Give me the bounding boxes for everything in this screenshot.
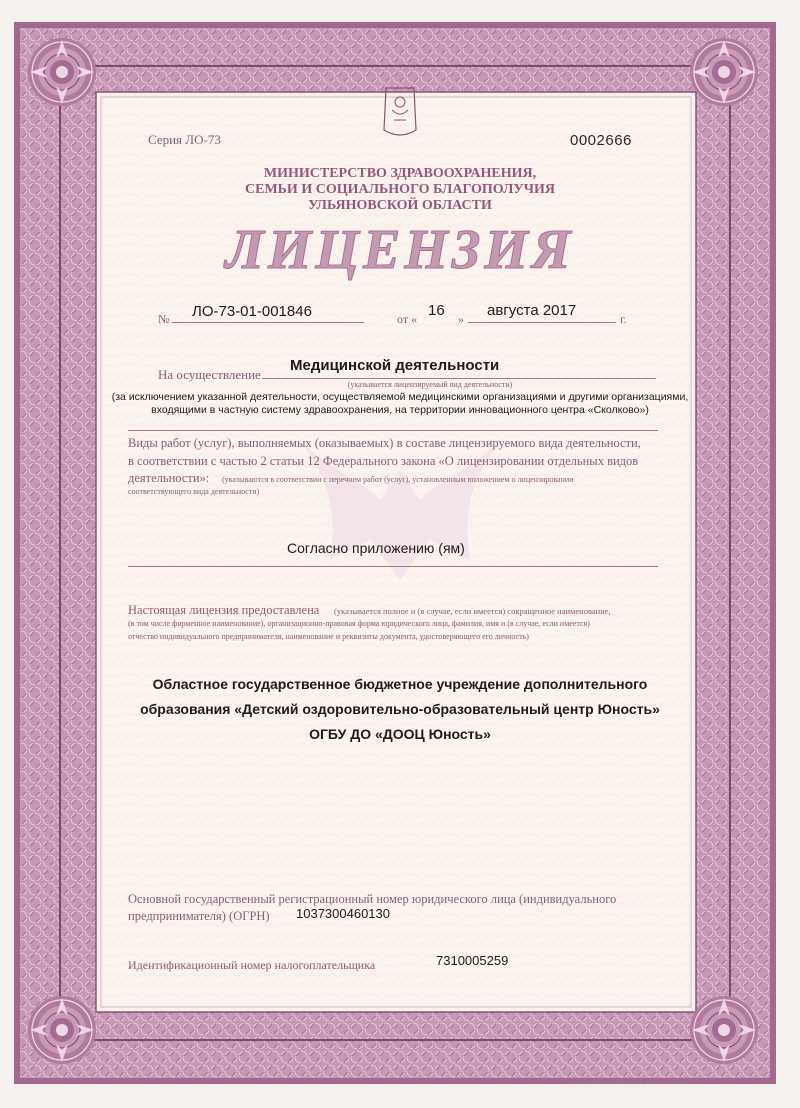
licensee-hint-2: (в том числе фирменное наименование), организационно-правовая форма юридического лица, фамилия, имя и (в случае, если имеется) — [128, 619, 590, 628]
printer-imprint: ООО «ВЕРЖЕ», г. КРАСНОЯРСК, 2017 г., «ТОВ» Б. — [566, 1080, 686, 1086]
activity-hint: (указывается лицензируемый вид деятельности) — [347, 380, 513, 389]
ogrn-value: 1037300460130 — [296, 906, 390, 921]
licensee-hint-1: (указывается полное и (в случае, если имеется) сокращенное наименование, — [334, 606, 611, 616]
license-month-year: августа 2017 — [487, 302, 577, 319]
licensee-hint-3: отчество индивидуального предпринимателя, наименование и реквизиты документа, удостоверяющего его личность) — [128, 632, 529, 641]
license-number-underline — [172, 322, 364, 323]
licensee-intro: Настоящая лицензия предоставлена — [128, 603, 320, 617]
year-suffix: г. — [620, 312, 627, 326]
date-from-label: от « — [397, 312, 418, 326]
document-title: ЛИЦЕНЗИЯ — [225, 219, 575, 281]
works-separator-line — [128, 430, 658, 431]
date-quote-close: » — [458, 312, 464, 326]
works-line-1: Виды работ (услуг), выполняемых (оказываемых) в составе лицензируемого вида деятельности, — [128, 436, 641, 450]
ogrn-label-line-1: Основной государственный регистрационный номер юридического лица (индивидуального — [128, 892, 617, 906]
ogrn-label-line-2: предпринимателя) (ОГРН) — [128, 909, 270, 923]
activity-underline — [262, 378, 656, 379]
number-label: № — [158, 312, 170, 326]
activity-note-line-1: (за исключением указанной деятельности, осуществляемой медицинскими организациями и другими организациями, — [111, 391, 689, 403]
issuer-line-1: МИНИСТЕРСТВО ЗДРАВООХРАНЕНИЯ, — [263, 166, 537, 181]
works-line-3: деятельности»: — [128, 471, 210, 485]
license-number: ЛО-73-01-001846 — [192, 303, 312, 320]
inn-value: 7310005259 — [436, 953, 509, 968]
activity-value: Медицинской деятельности — [290, 357, 500, 374]
licensee-name-line-2: образования «Детский оздоровительно-образовательный центр Юность» — [140, 701, 660, 717]
activity-label: На осуществление — [158, 367, 261, 382]
issuer-line-3: УЛЬЯНОВСКОЙ ОБЛАСТИ — [308, 198, 492, 213]
works-value: Согласно приложению (ям) — [287, 540, 465, 556]
licensee-name-line-1: Областное государственное бюджетное учреждение дополнительного — [152, 676, 648, 692]
license-day: 16 — [428, 302, 445, 319]
works-line-2: в соответствии с частью 2 статьи 12 Федерального закона «О лицензировании отдельных видов — [128, 454, 639, 468]
works-bottom-line — [128, 566, 658, 567]
license-date-underline — [468, 322, 616, 323]
series-label: Серия ЛО-73 — [148, 132, 221, 147]
works-hint-1: (указываются в соответствии с перечнем работ (услуг), установленным положением о лицензировании — [222, 475, 574, 484]
inn-label: Идентификационный номер налогоплательщика — [128, 958, 376, 972]
works-hint-2: соответствующего вида деятельности) — [128, 487, 260, 496]
licensee-short-name: ОГБУ ДО «ДООЦ Юность» — [309, 726, 491, 742]
activity-note-line-2: входящими в частную систему здравоохранения, на территории инновационного центра «Сколково») — [151, 404, 649, 416]
blank-serial-number: 0002666 — [570, 132, 632, 149]
issuer-line-2: СЕМЬИ И СОЦИАЛЬНОГО БЛАГОПОЛУЧИЯ — [245, 182, 555, 197]
